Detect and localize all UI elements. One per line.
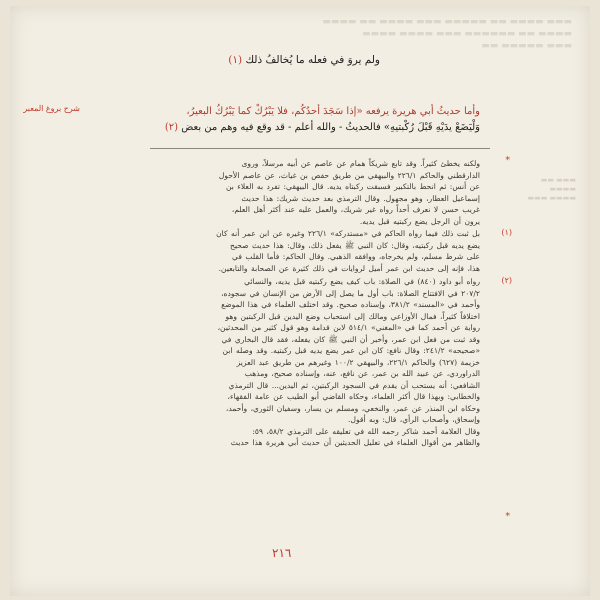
footnote-divider xyxy=(150,148,490,149)
fn1-line: هذا، فإنه إلى حديث ابن عمر أميل لروايات في ذلك كثيرة عن الصحابة والتابعين. xyxy=(218,263,480,273)
fn0-line: عن أنس: ثم انحط بالتكبير فسبقت ركبتاه يديه. قال البيهقي: تفرد به العلاء بن xyxy=(226,182,480,191)
fn2-line: والظاهر من أقوال العلماء في تعليل الحديثين أن حديث أبي هريرة هذا حديث xyxy=(230,438,480,447)
fn0-line: غريب حسن لا نعرف أحداً رواه غير شريك، والعمل عليه عند أكثر أهل العلم، xyxy=(231,205,480,214)
footnote-1 xyxy=(120,228,480,274)
side-bleed-through: ▬▬▬ ▬▬ ▬▬▬▬ ▬▬▬▬ ▬▬▬ xyxy=(527,176,576,202)
fn0-line: الدارقطني والحاكم ٢٢٦/١ والبيهقي من طريق حفص بن غياث، عن عاصم الأحول xyxy=(218,170,480,180)
running-head: شرح بروغ المعبر xyxy=(23,104,80,113)
fn2-line: وأحمد في «المسند» ٣٨١/٢، وإسناده صحيح. وقد اختلف العلماء في هذا الموضع xyxy=(221,300,480,309)
fn2-line: وإسحاق، وأصحاب الرأي، قال: وبه أقول. xyxy=(348,415,480,424)
fn2-line: «صحيحه» ٢٤١/٢: وقال نافع: كان ابن عمر يضع يديه قبل ركبتيه. وقد وصله ابن xyxy=(222,346,480,355)
footnote-star-2: * xyxy=(505,512,510,522)
fn2-line: الدراوردي، عن عبيد الله بن عمر، عن نافع، عنه، وإسناده صحيح، ومذهب xyxy=(244,369,480,378)
page-number: ٢١٦ xyxy=(272,546,292,560)
footnote-1-marker: (١) xyxy=(501,228,512,237)
fn2-line: والخطابي: وبهذا قال أكثر العلماء، وحكاه القاضي أبو الطيب عن عامة الفقهاء، xyxy=(227,392,480,401)
fn2-line: اختلافاً كثيراً، فمال الأوزاعي ومالك إلى استحباب وضع اليدين قبل الركبتين وهو xyxy=(225,311,480,321)
fn2-line: وحكاه ابن المنذر عن عمر، والنخعي، ومسلم بن يسار، وسفيان الثوري، وأحمد، xyxy=(225,403,480,413)
fn2-line: رواه أبو داود (٨٤٠) في الصلاة: باب كيف يضع ركبتيه قبل يديه، والنسائي xyxy=(244,277,480,286)
fn2-line: رواية عن أحمد كما في «المغني» ٥١٤/١ لابن قدامة وهو قول كثير من المحدثين، xyxy=(217,323,480,332)
top-line-footnote-marker: (١) xyxy=(228,54,243,66)
fn0-line: ولكنه يخطئ كثيراً. وقد تابع شريكاً همام عن عاصم عن أبيه مرسلاً، وروى xyxy=(241,159,480,168)
main-line-1: وأما حديثُ أبي هريرة يرفعه «إذا سَجَدَ أحدُكُم، فلا يَبْرُكْ كما يَبْرُكُ البعيرُ، xyxy=(186,106,480,117)
fn1-line: يضع يديه قبل ركبتيه، وقال: كان النبي ﷺ يفعل ذلك، وقال: هذا حديث صحيح xyxy=(230,240,480,250)
fn1-line: على شرط مسلم، ولم يخرجاه، ووافقه الذهبي. وقال الحاكم: فأما القلب في xyxy=(232,252,480,261)
main-line-2-text: وَلْيَضَعْ يدَيْهِ قَبْلَ رُكْبتيهِ» فالحديثُ - والله أعلم - قد وقع فيه وهم من بعض xyxy=(181,122,480,133)
footnote-2-marker: (٢) xyxy=(501,276,512,285)
bleed-through-text: ▬▬▬ ▬▬▬▬ ▬▬ ▬▬▬▬▬ ▬▬▬ ▬▬▬▬ ▬▬ ▬▬▬▬ ▬▬▬▬ ▬▬ ▬▬▬▬▬▬ ▬▬▬ ▬▬▬▬ ▬▬▬▬ ▬▬▬ ▬▬▬▬▬ ▬▬ xyxy=(322,17,572,51)
fn2-line: وقد ثبت من فعل ابن عمر، وأخبر أن النبي ﷺ كان يفعله، فقد قال البخاري في xyxy=(221,334,480,344)
fn2-line: الشافعي: أنه يستحب أن يقدم في السجود الركبتين، ثم اليدين... قال الترمذي xyxy=(228,380,480,390)
main-line-2 xyxy=(120,120,480,136)
fn1-line: بل ثبت ذلك فيما رواه الحاكم في «مستدركه» ٢٢٦/١ وغيره عن ابن عمر أنه كان xyxy=(216,229,480,238)
fn2-line: وقال العلامة أحمد شاكر رحمه الله في تعليقه على الترمذي ٥٨/٢، ٥٩: xyxy=(252,426,480,436)
fn2-line: ٢٠٧/٢ في الافتتاح الصلاة: باب أول ما يصل إلى الأرض من الإنسان في سجوده، xyxy=(221,288,480,298)
fn2-line: خزيمة (٦٢٧) والحاكم ٢٢٦/١، والبيهقي ١٠٠/٢ وغيرهم من طريق عبد العزيز xyxy=(236,357,480,367)
top-line xyxy=(228,54,380,66)
top-line-text: ولم يروَ في فعله ما يُخالفُ ذلك xyxy=(245,54,380,66)
main-line-2-marker: (٢) xyxy=(164,122,179,133)
footnote-continuation xyxy=(120,158,480,227)
fn0-line: يرون أن الرجل يضع ركبتيه قبل يديه. xyxy=(359,216,480,226)
footnote-star-1: * xyxy=(505,156,510,166)
fn0-line: إسماعيل العطار، وهو مجهول. وقال الترمذي بعد حديث شريك: هذا حديث xyxy=(241,193,480,203)
book-page xyxy=(10,6,590,596)
main-paragraph xyxy=(120,104,480,136)
footnote-2 xyxy=(120,276,480,449)
